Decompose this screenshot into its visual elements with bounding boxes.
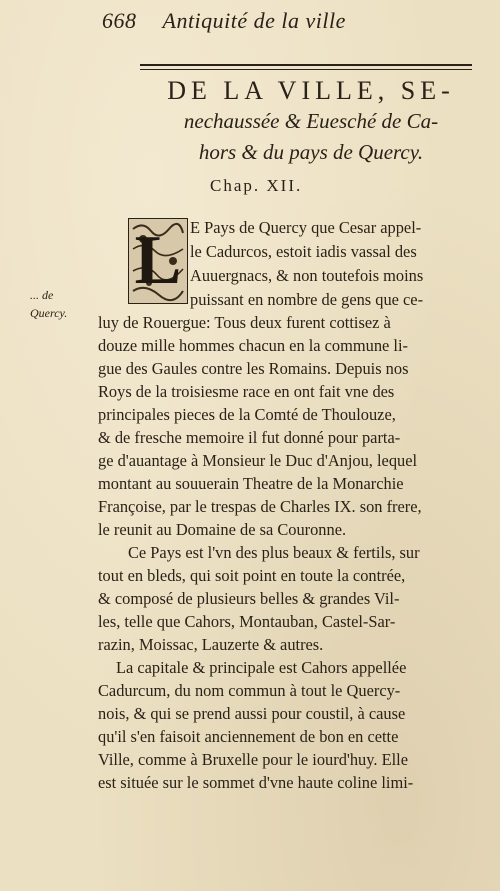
text-line: Cadurcum, du nom commun à tout le Quercy- [98,681,401,700]
chapter-number: Chap. XII. [210,176,303,195]
text-line: Françoise, par le trespas de Charles IX. son frere, [98,497,422,516]
text-line: Roys de la troisiesme race en ont fait vne des [98,382,395,401]
text-line: La capitale & principale est Cahors appellée [116,658,407,677]
ornamental-dropcap [128,218,188,304]
text-line: est située sur le sommet d'vne haute coline limi- [98,773,414,792]
margin-note-2: Quercy. [30,306,68,320]
chapter-title [132,76,490,168]
text-line: puissant en nombre de gens que ce- [190,290,424,309]
text-line: nois, & qui se prend aussi pour coustil, à cause [98,704,406,723]
text-line: razin, Moissac, Lauzerte & autres. [98,635,324,654]
running-header [102,8,346,34]
text-line: les, telle que Cahors, Montauban, Castel-Sar- [98,612,396,631]
text-line: montant au souuerain Theatre de la Monarchie [98,474,404,493]
text-line: gue des Gaules contre les Romains. Depuis nos [98,359,409,378]
text-line: principales pieces de la Comté de Thoulouze, [98,405,396,424]
margin-note-1: ... de [30,288,54,302]
page-number: 668 [102,8,137,33]
header-rule [140,64,472,66]
running-title: Antiquité de la ville [162,8,346,33]
text-line: & de fresche memoire il fut donné pour parta- [98,428,401,447]
text-line: Ville, comme à Bruxelle pour le iourd'huy. Elle [98,750,408,769]
text-line: & composé de plusieurs belles & grandes Vil- [98,589,400,608]
header-rule-thin [140,69,472,70]
text-line: Ce Pays est l'vn des plus beaux & fertils, sur [128,543,420,562]
dropcap-letter: L [134,222,182,299]
text-line: qu'il s'en faisoit anciennement de bon en cette [98,727,399,746]
text-line: le reunit au Domaine de sa Couronne. [98,520,347,539]
title-line-3: hors & du pays de Quercy. [198,140,424,164]
text-line: Auuergnacs, & non toutefois moins [190,266,424,285]
text-line: le Cadurcos, estoit iadis vassal des [190,242,417,261]
text-line: E Pays de Quercy que Cesar appel- [190,218,422,237]
title-line-2: nechaussée & Euesché de Ca- [183,109,439,133]
text-line: douze mille hommes chacun en la commune li- [98,336,408,355]
title-line-1: DE LA VILLE, SE- [167,76,455,105]
text-line: tout en bleds, qui soit point en toute la contrée, [98,566,406,585]
text-line: ge d'auantage à Monsieur le Duc d'Anjou, lequel [98,451,418,470]
text-line: luy de Rouergue: Tous deux furent cottisez à [98,313,391,332]
